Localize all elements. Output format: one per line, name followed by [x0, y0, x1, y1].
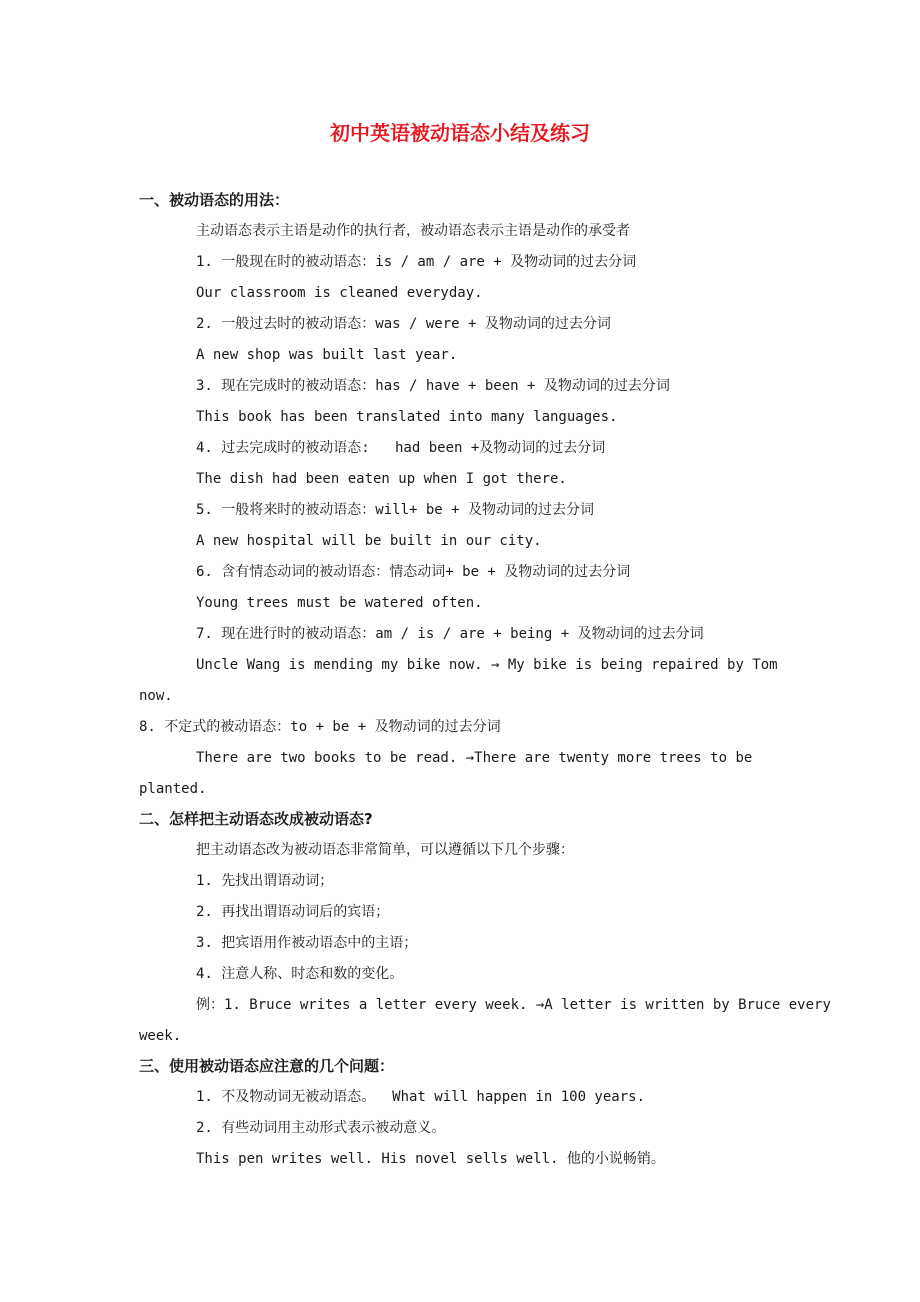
- example-4: The dish had been eaten up when I got there.: [196, 471, 567, 487]
- example-2: A new shop was built last year.: [196, 347, 458, 363]
- rule-6: 6. 含有情态动词的被动语态：情态动词+ be + 及物动词的过去分词: [196, 564, 631, 580]
- example-3: This book has been translated into many languages.: [196, 409, 618, 425]
- step-2: 2. 再找出谓语动词后的宾语；: [196, 904, 390, 920]
- example-7-line-1: Uncle Wang is mending my bike now. → My bike is being repaired by Tom: [196, 657, 778, 673]
- rule-8: 8. 不定式的被动语态：to + be + 及物动词的过去分词: [139, 719, 501, 735]
- example-6: Young trees must be watered often.: [196, 595, 483, 611]
- section-2-example-line-1: 例：1. Bruce writes a letter every week. →A letter is written by Bruce every: [196, 997, 831, 1013]
- example-8-line-2: planted.: [139, 781, 207, 797]
- section-2-example-line-2: week.: [139, 1028, 182, 1044]
- example-5: A new hospital will be built in our city.: [196, 533, 542, 549]
- point-2: 2. 有些动词用主动形式表示被动意义。: [196, 1120, 446, 1136]
- document-title: 初中英语被动语态小结及练习: [330, 121, 590, 145]
- rule-1: 1. 一般现在时的被动语态：is / am / are + 及物动词的过去分词: [196, 254, 637, 270]
- section-2-intro: 把主动语态改为被动语态非常简单，可以遵循以下几个步骤：: [196, 842, 574, 858]
- example-8-line-1: There are two books to be read. →There are twenty more trees to be: [196, 750, 753, 766]
- example-7-line-2: now.: [139, 688, 173, 704]
- rule-5: 5. 一般将来时的被动语态：will+ be + 及物动词的过去分词: [196, 502, 595, 518]
- step-4: 4. 注意人称、时态和数的变化。: [196, 966, 404, 982]
- section-1-heading: 一、被动语态的用法：: [139, 191, 290, 209]
- rule-2: 2. 一般过去时的被动语态：was / were + 及物动词的过去分词: [196, 316, 611, 332]
- example-1: Our classroom is cleaned everyday.: [196, 285, 483, 301]
- rule-4: 4. 过去完成时的被动语态: had been +及物动词的过去分词: [196, 440, 606, 456]
- point-2-example: This pen writes well. His novel sells well. 他的小说畅销。: [196, 1151, 665, 1167]
- step-3: 3. 把宾语用作被动语态中的主语；: [196, 935, 418, 951]
- section-1-intro: 主动语态表示主语是动作的执行者，被动语态表示主语是动作的承受者: [196, 223, 630, 239]
- step-1: 1. 先找出谓语动词；: [196, 873, 334, 889]
- section-2-heading: 二、怎样把主动语态改成被动语态?: [139, 810, 373, 828]
- rule-3: 3. 现在完成时的被动语态：has / have + been + 及物动词的过去分词: [196, 378, 670, 394]
- point-1: 1. 不及物动词无被动语态。 What will happen in 100 years.: [196, 1089, 646, 1105]
- section-3-heading: 三、使用被动语态应注意的几个问题：: [139, 1057, 395, 1075]
- rule-7: 7. 现在进行时的被动语态：am / is / are + being + 及物动词的过去分词: [196, 626, 704, 642]
